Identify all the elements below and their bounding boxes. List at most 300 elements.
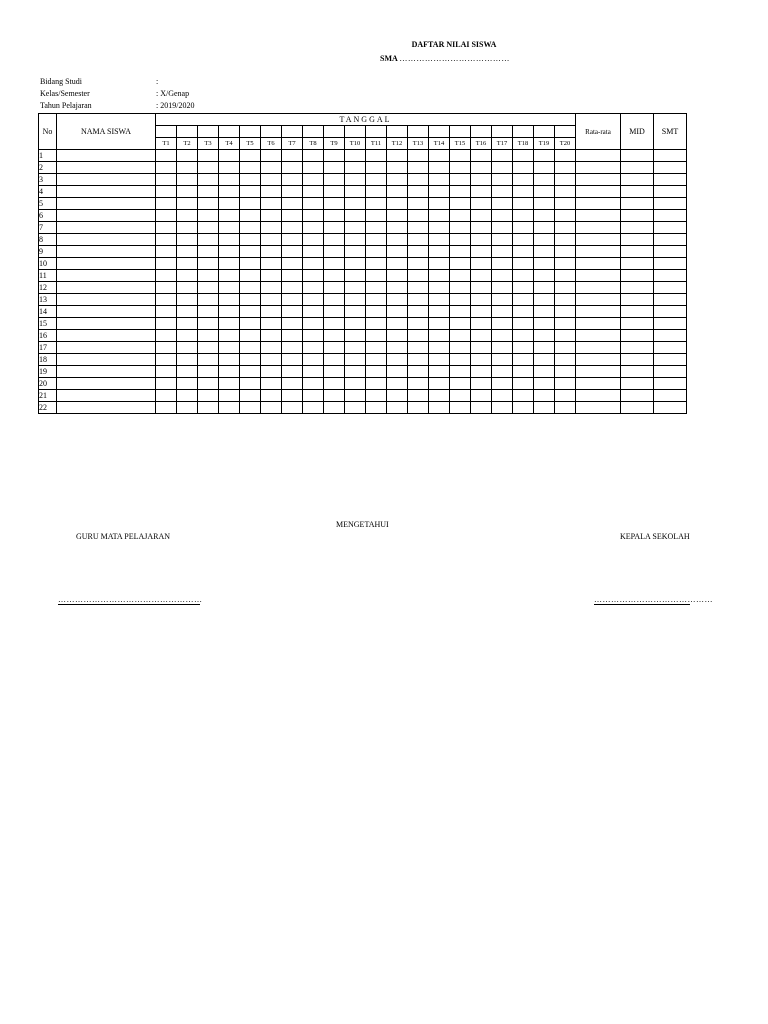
grade-cell[interactable] (492, 366, 513, 378)
grade-cell[interactable] (513, 354, 534, 366)
grade-cell[interactable] (177, 210, 198, 222)
nama-cell[interactable] (57, 294, 156, 306)
grade-cell[interactable] (240, 294, 261, 306)
grade-cell[interactable] (261, 402, 282, 414)
grade-cell[interactable] (156, 198, 177, 210)
nama-cell[interactable] (57, 198, 156, 210)
grade-cell[interactable] (408, 174, 429, 186)
grade-cell[interactable] (534, 162, 555, 174)
grade-cell[interactable] (366, 222, 387, 234)
grade-cell[interactable] (240, 354, 261, 366)
grade-cell[interactable] (261, 258, 282, 270)
grade-cell[interactable] (324, 150, 345, 162)
nama-cell[interactable] (57, 378, 156, 390)
grade-cell[interactable] (450, 318, 471, 330)
grade-cell[interactable] (366, 294, 387, 306)
grade-cell[interactable] (324, 246, 345, 258)
grade-cell[interactable] (303, 270, 324, 282)
grade-cell[interactable] (198, 210, 219, 222)
grade-cell[interactable] (156, 318, 177, 330)
grade-cell[interactable] (513, 210, 534, 222)
grade-cell[interactable] (387, 234, 408, 246)
grade-cell[interactable] (621, 342, 654, 354)
grade-cell[interactable] (345, 186, 366, 198)
grade-cell[interactable] (576, 162, 621, 174)
grade-cell[interactable] (282, 150, 303, 162)
grade-cell[interactable] (471, 282, 492, 294)
grade-cell[interactable] (654, 342, 687, 354)
grade-cell[interactable] (261, 198, 282, 210)
nama-cell[interactable] (57, 390, 156, 402)
grade-cell[interactable] (429, 186, 450, 198)
grade-cell[interactable] (492, 222, 513, 234)
grade-cell[interactable] (366, 366, 387, 378)
grade-cell[interactable] (219, 294, 240, 306)
grade-cell[interactable] (324, 186, 345, 198)
grade-cell[interactable] (534, 246, 555, 258)
grade-cell[interactable] (366, 150, 387, 162)
grade-cell[interactable] (450, 330, 471, 342)
nama-cell[interactable] (57, 402, 156, 414)
grade-cell[interactable] (450, 282, 471, 294)
grade-cell[interactable] (219, 246, 240, 258)
grade-cell[interactable] (282, 390, 303, 402)
grade-cell[interactable] (576, 330, 621, 342)
grade-cell[interactable] (177, 390, 198, 402)
grade-cell[interactable] (198, 402, 219, 414)
grade-cell[interactable] (408, 198, 429, 210)
grade-cell[interactable] (450, 234, 471, 246)
grade-cell[interactable] (429, 234, 450, 246)
grade-cell[interactable] (177, 342, 198, 354)
grade-cell[interactable] (492, 210, 513, 222)
grade-cell[interactable] (303, 354, 324, 366)
nama-cell[interactable] (57, 318, 156, 330)
grade-cell[interactable] (534, 306, 555, 318)
grade-cell[interactable] (654, 270, 687, 282)
grade-cell[interactable] (156, 162, 177, 174)
grade-cell[interactable] (240, 306, 261, 318)
grade-cell[interactable] (303, 186, 324, 198)
grade-cell[interactable] (429, 222, 450, 234)
grade-cell[interactable] (429, 174, 450, 186)
grade-cell[interactable] (450, 378, 471, 390)
grade-cell[interactable] (429, 282, 450, 294)
grade-cell[interactable] (303, 390, 324, 402)
grade-cell[interactable] (324, 306, 345, 318)
grade-cell[interactable] (219, 198, 240, 210)
grade-cell[interactable] (345, 342, 366, 354)
grade-cell[interactable] (177, 162, 198, 174)
grade-cell[interactable] (345, 258, 366, 270)
grade-cell[interactable] (219, 234, 240, 246)
grade-cell[interactable] (408, 246, 429, 258)
grade-cell[interactable] (282, 282, 303, 294)
grade-cell[interactable] (177, 318, 198, 330)
grade-cell[interactable] (366, 330, 387, 342)
grade-cell[interactable] (177, 354, 198, 366)
grade-cell[interactable] (534, 294, 555, 306)
grade-cell[interactable] (534, 222, 555, 234)
grade-cell[interactable] (450, 342, 471, 354)
grade-cell[interactable] (324, 234, 345, 246)
grade-cell[interactable] (555, 270, 576, 282)
grade-cell[interactable] (261, 354, 282, 366)
grade-cell[interactable] (240, 174, 261, 186)
grade-cell[interactable] (198, 330, 219, 342)
grade-cell[interactable] (282, 354, 303, 366)
grade-cell[interactable] (621, 282, 654, 294)
grade-cell[interactable] (513, 186, 534, 198)
grade-cell[interactable] (621, 294, 654, 306)
grade-cell[interactable] (576, 294, 621, 306)
grade-cell[interactable] (555, 186, 576, 198)
grade-cell[interactable] (261, 270, 282, 282)
grade-cell[interactable] (492, 306, 513, 318)
grade-cell[interactable] (219, 378, 240, 390)
grade-cell[interactable] (366, 246, 387, 258)
grade-cell[interactable] (219, 258, 240, 270)
grade-cell[interactable] (324, 330, 345, 342)
grade-cell[interactable] (429, 198, 450, 210)
grade-cell[interactable] (345, 210, 366, 222)
grade-cell[interactable] (654, 174, 687, 186)
grade-cell[interactable] (576, 198, 621, 210)
grade-cell[interactable] (471, 342, 492, 354)
grade-cell[interactable] (261, 222, 282, 234)
grade-cell[interactable] (198, 234, 219, 246)
grade-cell[interactable] (513, 318, 534, 330)
grade-cell[interactable] (366, 318, 387, 330)
grade-cell[interactable] (408, 150, 429, 162)
grade-cell[interactable] (156, 234, 177, 246)
grade-cell[interactable] (156, 294, 177, 306)
grade-cell[interactable] (555, 150, 576, 162)
grade-cell[interactable] (387, 306, 408, 318)
grade-cell[interactable] (198, 162, 219, 174)
grade-cell[interactable] (513, 306, 534, 318)
grade-cell[interactable] (303, 234, 324, 246)
grade-cell[interactable] (324, 210, 345, 222)
grade-cell[interactable] (261, 246, 282, 258)
grade-cell[interactable] (471, 390, 492, 402)
grade-cell[interactable] (492, 354, 513, 366)
grade-cell[interactable] (408, 390, 429, 402)
grade-cell[interactable] (471, 174, 492, 186)
grade-cell[interactable] (471, 306, 492, 318)
grade-cell[interactable] (324, 402, 345, 414)
grade-cell[interactable] (387, 162, 408, 174)
grade-cell[interactable] (471, 294, 492, 306)
grade-cell[interactable] (471, 234, 492, 246)
nama-cell[interactable] (57, 186, 156, 198)
grade-cell[interactable] (198, 342, 219, 354)
grade-cell[interactable] (576, 186, 621, 198)
grade-cell[interactable] (261, 342, 282, 354)
grade-cell[interactable] (555, 282, 576, 294)
grade-cell[interactable] (303, 306, 324, 318)
grade-cell[interactable] (345, 222, 366, 234)
grade-cell[interactable] (555, 210, 576, 222)
grade-cell[interactable] (555, 306, 576, 318)
grade-cell[interactable] (240, 402, 261, 414)
grade-cell[interactable] (387, 198, 408, 210)
grade-cell[interactable] (513, 234, 534, 246)
grade-cell[interactable] (555, 234, 576, 246)
grade-cell[interactable] (198, 354, 219, 366)
grade-cell[interactable] (621, 162, 654, 174)
grade-cell[interactable] (387, 342, 408, 354)
grade-cell[interactable] (621, 186, 654, 198)
grade-cell[interactable] (534, 234, 555, 246)
grade-cell[interactable] (156, 246, 177, 258)
grade-cell[interactable] (654, 210, 687, 222)
grade-cell[interactable] (621, 306, 654, 318)
grade-cell[interactable] (177, 282, 198, 294)
grade-cell[interactable] (471, 246, 492, 258)
grade-cell[interactable] (240, 222, 261, 234)
grade-cell[interactable] (387, 390, 408, 402)
grade-cell[interactable] (177, 258, 198, 270)
grade-cell[interactable] (654, 222, 687, 234)
grade-cell[interactable] (219, 390, 240, 402)
grade-cell[interactable] (324, 366, 345, 378)
grade-cell[interactable] (471, 162, 492, 174)
grade-cell[interactable] (303, 330, 324, 342)
grade-cell[interactable] (654, 246, 687, 258)
grade-cell[interactable] (324, 294, 345, 306)
grade-cell[interactable] (303, 282, 324, 294)
nama-cell[interactable] (57, 354, 156, 366)
grade-cell[interactable] (492, 342, 513, 354)
grade-cell[interactable] (240, 342, 261, 354)
grade-cell[interactable] (198, 246, 219, 258)
grade-cell[interactable] (324, 162, 345, 174)
grade-cell[interactable] (534, 258, 555, 270)
grade-cell[interactable] (156, 210, 177, 222)
grade-cell[interactable] (576, 234, 621, 246)
grade-cell[interactable] (534, 366, 555, 378)
grade-cell[interactable] (156, 258, 177, 270)
grade-cell[interactable] (621, 402, 654, 414)
grade-cell[interactable] (513, 342, 534, 354)
grade-cell[interactable] (408, 210, 429, 222)
grade-cell[interactable] (471, 378, 492, 390)
grade-cell[interactable] (240, 162, 261, 174)
grade-cell[interactable] (345, 378, 366, 390)
grade-cell[interactable] (177, 150, 198, 162)
grade-cell[interactable] (261, 294, 282, 306)
grade-cell[interactable] (576, 402, 621, 414)
grade-cell[interactable] (408, 222, 429, 234)
grade-cell[interactable] (156, 354, 177, 366)
grade-cell[interactable] (555, 330, 576, 342)
grade-cell[interactable] (492, 198, 513, 210)
grade-cell[interactable] (621, 234, 654, 246)
grade-cell[interactable] (471, 354, 492, 366)
grade-cell[interactable] (324, 258, 345, 270)
grade-cell[interactable] (429, 258, 450, 270)
grade-cell[interactable] (534, 354, 555, 366)
grade-cell[interactable] (408, 186, 429, 198)
grade-cell[interactable] (303, 246, 324, 258)
grade-cell[interactable] (366, 210, 387, 222)
grade-cell[interactable] (366, 258, 387, 270)
grade-cell[interactable] (576, 246, 621, 258)
grade-cell[interactable] (555, 162, 576, 174)
grade-cell[interactable] (576, 282, 621, 294)
grade-cell[interactable] (513, 222, 534, 234)
grade-cell[interactable] (177, 270, 198, 282)
grade-cell[interactable] (654, 402, 687, 414)
grade-cell[interactable] (408, 318, 429, 330)
grade-cell[interactable] (492, 162, 513, 174)
grade-cell[interactable] (387, 186, 408, 198)
grade-cell[interactable] (219, 270, 240, 282)
grade-cell[interactable] (282, 186, 303, 198)
grade-cell[interactable] (198, 198, 219, 210)
grade-cell[interactable] (471, 258, 492, 270)
grade-cell[interactable] (576, 210, 621, 222)
grade-cell[interactable] (366, 162, 387, 174)
grade-cell[interactable] (429, 342, 450, 354)
grade-cell[interactable] (408, 378, 429, 390)
grade-cell[interactable] (450, 246, 471, 258)
grade-cell[interactable] (450, 162, 471, 174)
grade-cell[interactable] (345, 270, 366, 282)
grade-cell[interactable] (387, 330, 408, 342)
grade-cell[interactable] (303, 150, 324, 162)
grade-cell[interactable] (219, 330, 240, 342)
grade-cell[interactable] (621, 246, 654, 258)
grade-cell[interactable] (513, 390, 534, 402)
grade-cell[interactable] (576, 378, 621, 390)
grade-cell[interactable] (408, 234, 429, 246)
grade-cell[interactable] (282, 342, 303, 354)
grade-cell[interactable] (261, 282, 282, 294)
grade-cell[interactable] (534, 318, 555, 330)
grade-cell[interactable] (324, 318, 345, 330)
grade-cell[interactable] (198, 150, 219, 162)
grade-cell[interactable] (366, 174, 387, 186)
grade-cell[interactable] (177, 402, 198, 414)
grade-cell[interactable] (198, 318, 219, 330)
grade-cell[interactable] (282, 174, 303, 186)
grade-cell[interactable] (240, 330, 261, 342)
grade-cell[interactable] (156, 378, 177, 390)
grade-cell[interactable] (576, 222, 621, 234)
grade-cell[interactable] (654, 234, 687, 246)
grade-cell[interactable] (303, 222, 324, 234)
grade-cell[interactable] (555, 294, 576, 306)
grade-cell[interactable] (282, 270, 303, 282)
grade-cell[interactable] (261, 306, 282, 318)
grade-cell[interactable] (492, 402, 513, 414)
grade-cell[interactable] (219, 210, 240, 222)
grade-cell[interactable] (324, 378, 345, 390)
grade-cell[interactable] (555, 246, 576, 258)
nama-cell[interactable] (57, 210, 156, 222)
grade-cell[interactable] (387, 354, 408, 366)
grade-cell[interactable] (366, 282, 387, 294)
grade-cell[interactable] (621, 366, 654, 378)
grade-cell[interactable] (492, 282, 513, 294)
grade-cell[interactable] (303, 366, 324, 378)
grade-cell[interactable] (450, 150, 471, 162)
grade-cell[interactable] (408, 342, 429, 354)
grade-cell[interactable] (450, 198, 471, 210)
grade-cell[interactable] (240, 246, 261, 258)
grade-cell[interactable] (513, 402, 534, 414)
grade-cell[interactable] (156, 150, 177, 162)
grade-cell[interactable] (534, 174, 555, 186)
grade-cell[interactable] (345, 162, 366, 174)
grade-cell[interactable] (240, 366, 261, 378)
grade-cell[interactable] (450, 186, 471, 198)
grade-cell[interactable] (219, 162, 240, 174)
grade-cell[interactable] (177, 222, 198, 234)
grade-cell[interactable] (450, 210, 471, 222)
grade-cell[interactable] (282, 246, 303, 258)
grade-cell[interactable] (324, 222, 345, 234)
grade-cell[interactable] (303, 210, 324, 222)
grade-cell[interactable] (345, 354, 366, 366)
grade-cell[interactable] (219, 222, 240, 234)
grade-cell[interactable] (198, 174, 219, 186)
grade-cell[interactable] (429, 162, 450, 174)
grade-cell[interactable] (303, 294, 324, 306)
grade-cell[interactable] (303, 174, 324, 186)
grade-cell[interactable] (621, 210, 654, 222)
grade-cell[interactable] (429, 402, 450, 414)
grade-cell[interactable] (555, 198, 576, 210)
grade-cell[interactable] (450, 270, 471, 282)
grade-cell[interactable] (282, 294, 303, 306)
grade-cell[interactable] (450, 390, 471, 402)
grade-cell[interactable] (366, 342, 387, 354)
grade-cell[interactable] (429, 210, 450, 222)
grade-cell[interactable] (654, 294, 687, 306)
grade-cell[interactable] (408, 258, 429, 270)
nama-cell[interactable] (57, 246, 156, 258)
grade-cell[interactable] (177, 246, 198, 258)
grade-cell[interactable] (345, 390, 366, 402)
grade-cell[interactable] (240, 234, 261, 246)
grade-cell[interactable] (303, 378, 324, 390)
grade-cell[interactable] (282, 198, 303, 210)
grade-cell[interactable] (621, 150, 654, 162)
grade-cell[interactable] (345, 246, 366, 258)
grade-cell[interactable] (621, 270, 654, 282)
grade-cell[interactable] (156, 402, 177, 414)
grade-cell[interactable] (534, 150, 555, 162)
grade-cell[interactable] (534, 282, 555, 294)
nama-cell[interactable] (57, 162, 156, 174)
grade-cell[interactable] (387, 294, 408, 306)
grade-cell[interactable] (534, 330, 555, 342)
grade-cell[interactable] (621, 354, 654, 366)
grade-cell[interactable] (366, 390, 387, 402)
grade-cell[interactable] (156, 222, 177, 234)
grade-cell[interactable] (555, 378, 576, 390)
grade-cell[interactable] (492, 186, 513, 198)
grade-cell[interactable] (198, 186, 219, 198)
grade-cell[interactable] (429, 354, 450, 366)
grade-cell[interactable] (576, 270, 621, 282)
grade-cell[interactable] (345, 330, 366, 342)
grade-cell[interactable] (177, 306, 198, 318)
grade-cell[interactable] (240, 258, 261, 270)
